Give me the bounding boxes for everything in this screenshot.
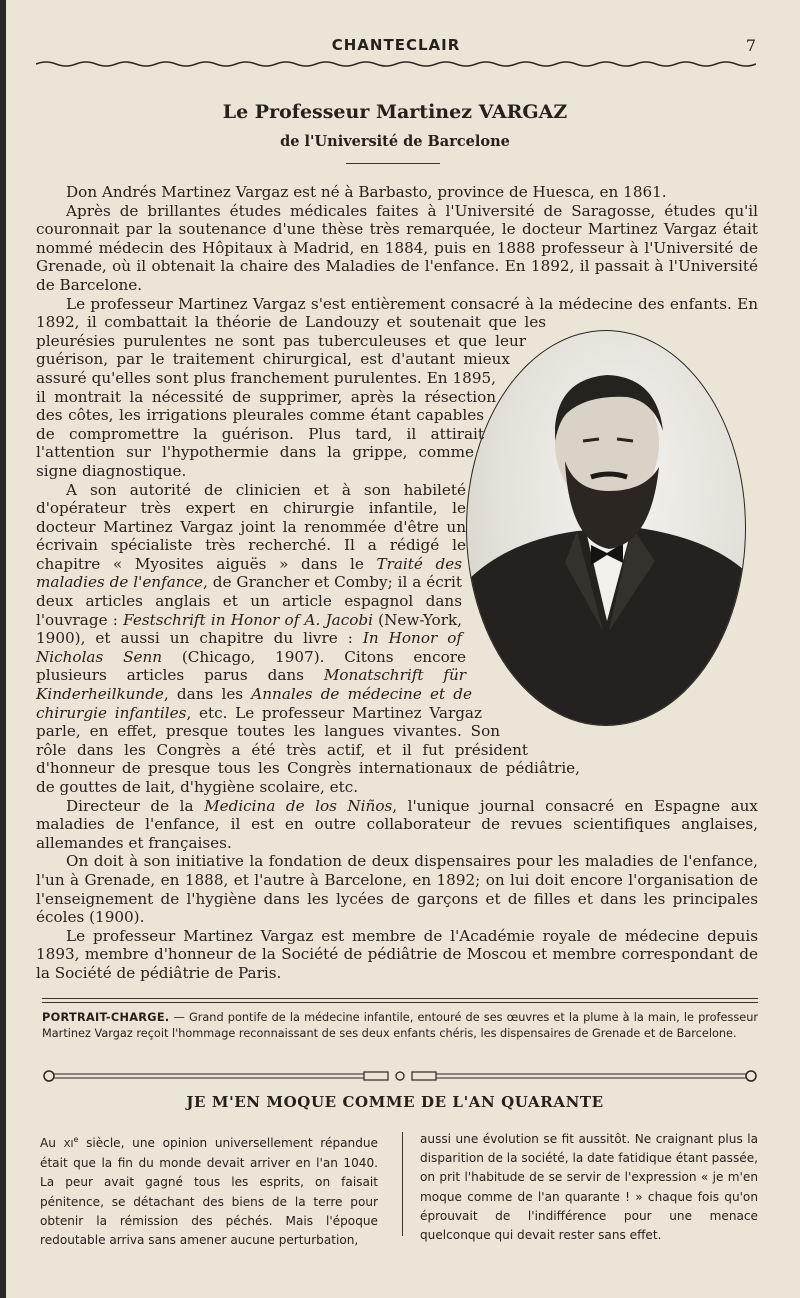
book-title: Traité des maladies de l'enfance xyxy=(36,554,462,592)
column-paragraph: aussi une évolution se fit aussitôt. Ne craignant plus la disparition de la société, la date fatidique étant passée, on prit l'habitude de se servir de l'expression « je m'en moque comme de l'an quarante ! » chaque fois qu'on éprouvait de l'indifférence pour une menace quelconque qui devait rester sans effet. xyxy=(420,1132,758,1243)
text-run: (Chicago, 1907). Citons encore plusieurs articles parus dans xyxy=(36,647,466,685)
journal-title: Monatschrift für Kinderheilkunde xyxy=(36,666,466,704)
ordinal-sup: e xyxy=(73,1135,79,1144)
text-run: , l'unique journal consacré en Espagne aux maladies de l'enfance, il est en outre collaborateur de revues scientifiques anglaises, allemandes et françaises. xyxy=(36,796,758,852)
double-rule xyxy=(42,998,758,1003)
journal-name: CHANTECLAIR xyxy=(331,36,461,54)
ornament-rule xyxy=(42,1068,758,1084)
article-paragraph xyxy=(36,797,758,853)
book-title: In Honor of Nicholas Senn xyxy=(36,629,462,666)
text-run: siècle, une opinion universellement répandue était que la fin du monde devait arriver en l'an 1040. La peur avait gagné tous les esprits, on faisait pénitence, se détachant des biens de la terre pour obtenir la rémission des péchés. Mais l'époque redoutable arriva sans amener aucune perturbation, xyxy=(40,1136,378,1248)
text-run: A son autorité de clinicien et à son habileté d'opérateur très expert en chirurgie infantile, le docteur Martinez Vargaz joint la renommée d'être un écrivain spécialiste très recherché. Il a rédigé le chapitre « Myosites aiguës » dans le xyxy=(36,480,466,573)
wavy-rule xyxy=(36,58,756,70)
caption-lead: PORTRAIT-CHARGE. xyxy=(42,1011,170,1024)
article-paragraph: Après de brillantes études médicales faites à l'Université de Saragosse, études qu'il couronnait par la soutenance d'une thèse très remarquée, le docteur Martinez Vargaz était nommé médecin des Hôpitaux à Madrid, en 1884, puis en 1888 professeur à l'Université de Grenade, où il obtenait la chaire des Maladies de l'enfance. En 1892, il passait à l'Université de Barcelone. xyxy=(36,201,758,294)
caption-text: — Grand pontife de la médecine infantile, entouré de ses œuvres et la plume à la main, le professeur Martinez Vargaz reçoit l'hommage reconnaissant de ses deux enfants chéris, les dispensaires de Grenade et de Barcelone. xyxy=(42,1011,758,1040)
caption xyxy=(42,1010,758,1041)
page-number: 7 xyxy=(745,36,756,55)
column-left xyxy=(40,1130,378,1250)
text-run: (New-York, 1900), et aussi un chapitre du livre : xyxy=(36,610,462,648)
text-run: , dans les xyxy=(163,685,252,704)
article-paragraph: On doit à son initiative la fondation de deux dispensaires pour les maladies de l'enfance, l'un à Grenade, en 1888, et l'autre à Barcelone, en 1892; on lui doit encore l'organisation de l'enseignement de l'hygiène dans les lycées de garçons et de filles et dans les principales écoles (1900). xyxy=(36,852,758,927)
text-run: , etc. Le professeur Martinez Vargaz parle, en effet, presque toutes les langues vivantes. Son rôle dans les Congrès a été très actif, et il fut président d'honneur de presque tous les Congrès internationaux de pédiâtrie, de gouttes de lait, d'hygiène scolaire, etc. xyxy=(36,703,580,796)
journal-title: Medicina de los Niños xyxy=(204,796,393,815)
page xyxy=(6,0,800,1298)
journal-title: Annales de médecine et de chirurgie infantiles xyxy=(36,685,472,722)
column-paragraph xyxy=(40,1130,378,1250)
book-title: Festschrift in Honor of A. Jacobi xyxy=(123,610,373,629)
century-numeral: XI xyxy=(63,1139,74,1151)
text-run: Au xyxy=(40,1136,64,1151)
article-paragraph: Le professeur Martinez Vargaz s'est entièrement consacré à la médecine des enfants. En 1892, il combattait la théorie de Landouzy et soutenait que les pleurésies purulentes ne sont pas tuberculeuses et que leur guérison, par le traitement chirurgical, est d'autant mieux assuré qu'elles sont plus franchement purulentes. En 1895, il montrait la nécessité de supprimer, après la résection des côtes, les irrigations pleurales comme étant capables de compromettre la guérison. Plus tard, il attirait l'attention sur l'hypothermie dans la grippe, comme signe diagnostique. xyxy=(36,294,758,480)
article-subtitle: de l'Université de Barcelone xyxy=(280,133,510,150)
article-paragraph: Don Andrés Martinez Vargaz est né à Barbasto, province de Huesca, en 1861. xyxy=(66,183,667,201)
column-right xyxy=(420,1130,758,1245)
title-divider xyxy=(346,163,440,164)
section-title: JE M'EN MOQUE COMME DE L'AN QUARANTE xyxy=(186,1093,604,1111)
article-paragraph: Le professeur Martinez Vargaz est membre de l'Académie royale de médecine depuis 1893, membre d'honneur de la Société de pédiâtrie de Moscou et membre correspondant de la Société de pédiâtrie de Paris. xyxy=(36,926,758,982)
column-divider xyxy=(402,1132,403,1236)
running-head xyxy=(36,36,756,62)
article-title: Le Professeur Martinez VARGAZ xyxy=(222,101,568,123)
article-body xyxy=(36,183,758,983)
text-run: , de Grancher et Comby; il a écrit deux articles anglais et un article espagnol dans l'ouvrage : xyxy=(36,573,462,629)
text-run: Directeur de la xyxy=(66,796,205,815)
